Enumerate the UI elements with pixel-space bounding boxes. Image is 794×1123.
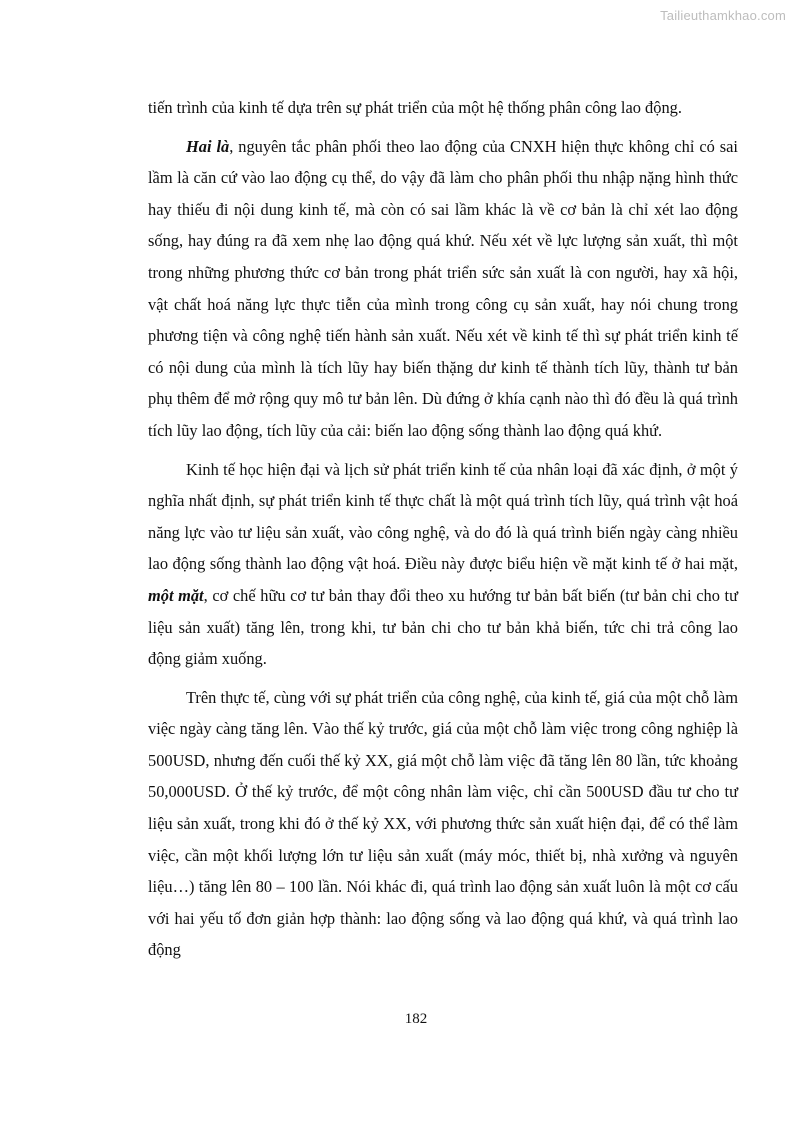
paragraph-kinh-te-hoc <box>148 454 738 675</box>
paragraph-text-after: , cơ chế hữu cơ tư bản thay đổi theo xu hướng tư bản bất biến (tư bản chi cho tư liệu sản xuất) tăng lên, trong khi, tư bản chi cho tư bản khả biến, tức chi trả công lao động giảm xuống. <box>148 585 738 669</box>
paragraph-text: , nguyên tắc phân phối theo lao động của CNXH hiện thực không chỉ có sai lầm là căn cứ vào lao động cụ thể, do vậy đã làm cho phân phối thu nhập nặng hình thức hay thiếu đi nội dung kinh tế, mà còn có sai lầm khác là về cơ bản là chỉ xét lao động sống, hay đúng ra đã xem nhẹ lao động quá khứ. Nếu xét về lực lượng sản xuất, thì một trong những phương thức cơ bản trong phát triển sức sản xuất là con người, hay xã hội, vật chất hoá năng lực thực tiễn của mình trong công cụ sản xuất, hay nói chung trong phương tiện và công nghệ tiến hành sản xuất. Nếu xét về kinh tế thì sự phát triển kinh tế có nội dung của mình là tích lũy hay biến thặng dư kinh tế thành tích lũy, thành tư bản phụ thêm để mở rộng quy mô tư bản lên. Dù đứng ở khía cạnh nào thì đó đều là quá trình tích lũy lao động, tích lũy của cải: biến lao động sống thành lao động quá khứ. <box>148 136 738 440</box>
paragraph-text-before: Kinh tế học hiện đại và lịch sử phát triển kinh tế của nhân loại đã xác định, ở một ý nghĩa nhất định, sự phát triển kinh tế thực chất là một quá trình tích lũy, quá trình vật hoá năng lực vào tư liệu sản xuất, vào công nghệ, và do đó là quá trình biến ngày càng nhiều lao động sống thành lao động vật hoá. Điều này được biểu hiện về mặt kinh tế ở hai mặt, <box>148 459 738 574</box>
paragraph-emphasis: một mặt <box>148 585 204 605</box>
watermark: Tailieuthamkhao.com <box>660 8 786 23</box>
paragraph-hai-la <box>148 131 738 447</box>
paragraph-lead: Hai là <box>186 136 230 156</box>
paragraph-continuation: tiến trình của kinh tế dựa trên sự phát triển của một hệ thống phân công lao động. <box>148 98 682 117</box>
paragraph-tren-thuc-te: Trên thực tế, cùng với sự phát triển của công nghệ, của kinh tế, giá của một chỗ làm việc ngày càng tăng lên. Vào thế kỷ trước, giá của một chỗ làm việc trong công nghiệp là 500USD, nhưng đến cuối thế kỷ XX, giá một chỗ làm việc đã tăng lên 80 lần, tức khoảng 50,000USD. Ở thế kỷ trước, để một công nhân làm việc, chỉ cần 500USD đầu tư cho tư liệu sản xuất, trong khi đó ở thế kỷ XX, với phương thức sản xuất hiện đại, để có thể làm việc, cần một khối lượng lớn tư liệu sản xuất (máy móc, thiết bị, nhà xưởng và nguyên liệu…) tăng lên 80 – 100 lần. Nói khác đi, quá trình lao động sản xuất luôn là một cơ cấu với hai yếu tố đơn giản hợp thành: lao động sống và lao động quá khứ, và quá trình lao động <box>148 687 738 960</box>
page-number: 182 <box>404 1011 428 1027</box>
page-body <box>148 92 738 973</box>
